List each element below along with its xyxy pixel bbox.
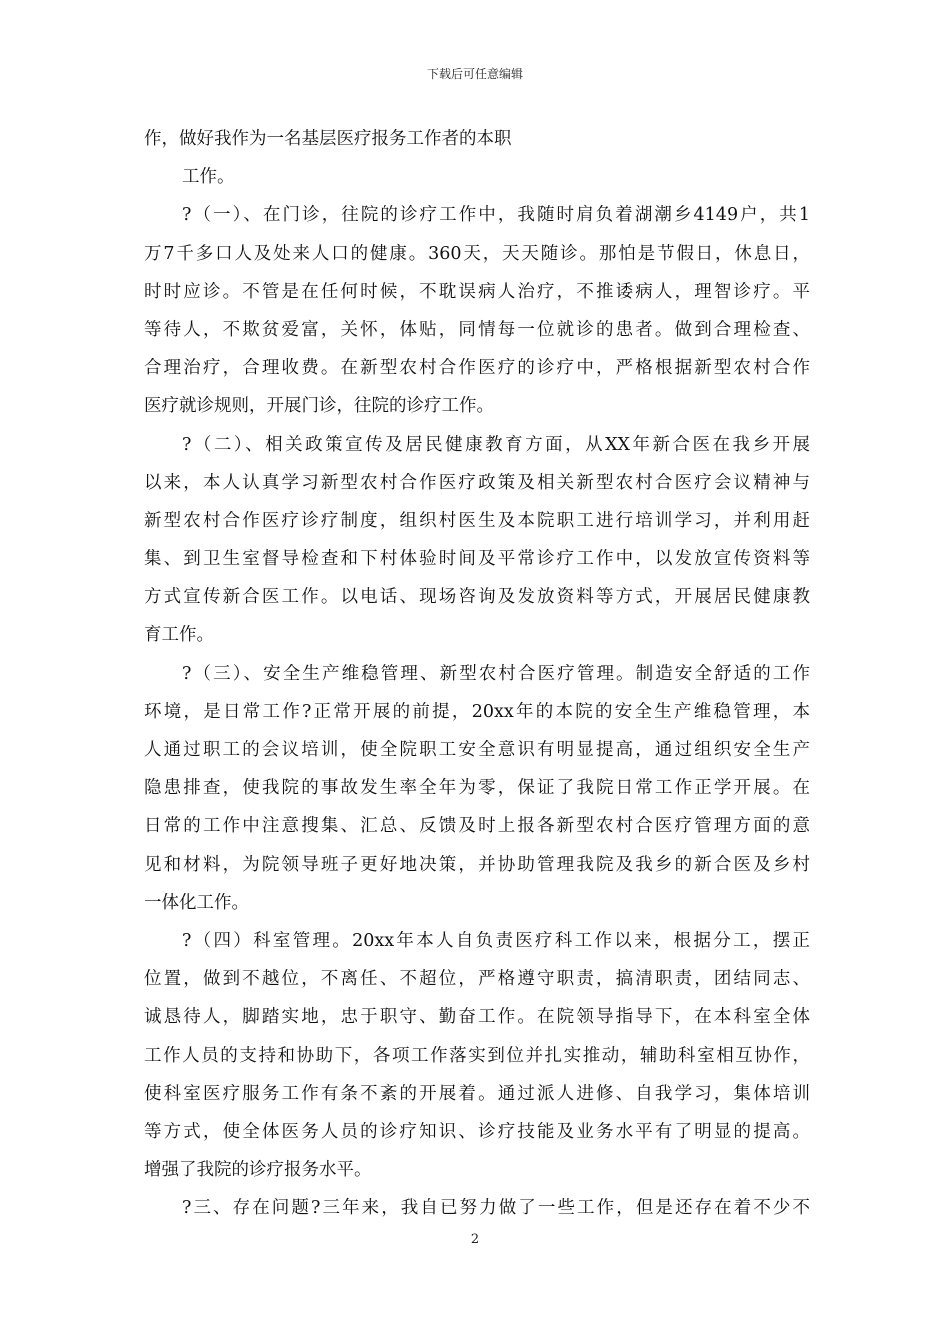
body-line: 方式宣传新合医工作。以电话、现场咨询及发放资料等方式，开展居民健康教: [144, 587, 810, 608]
paragraph-start-line: ?（一）、在门诊，往院的诊疗工作中，我随时肩负着湖潮乡4149户，共1: [182, 205, 810, 226]
paragraph-start-line: ?三、存在问题?三年来，我自已努力做了一些工作，但是还存在着不少不: [182, 1198, 810, 1219]
body-line: 日常的工作中注意搜集、汇总、反馈及时上报各新型农村合医疗管理方面的意: [144, 816, 810, 837]
body-line: 工作。: [182, 167, 235, 188]
body-line: 时时应诊。不管是在任何时候，不耽误病人治疗，不推诿病人，理智诊疗。平: [144, 281, 810, 302]
body-line: 作，做好我作为一名基层医疗报务工作者的本职: [144, 129, 512, 149]
body-line: 诚恳待人，脚踏实地，忠于职守、勤奋工作。在院领导指导下，在本科室全体: [144, 1007, 810, 1028]
page-header: 下载后可任意编辑: [426, 67, 523, 81]
body-line: 环境，是日常工作?正常开展的前提，20xx年的本院的安全生产维稳管理，本: [144, 701, 810, 722]
body-line: 增强了我院的诊疗报务水平。: [144, 1160, 372, 1181]
body-line: 集、到卫生室督导检查和下村体验时间及平常诊疗工作中，以发放宣传资料等: [144, 549, 810, 570]
paragraph-start-line: ?（三）、安全生产维稳管理、新型农村合医疗管理。制造安全舒适的工作: [182, 663, 810, 684]
body-line: 人通过职工的会议培训，使全院职工安全意识有明显提高，通过组织安全生产: [144, 740, 810, 760]
paragraph-start-line: ?（二）、相关政策宣传及居民健康教育方面，从XX年新合医在我乡开展: [182, 434, 810, 455]
body-line: 医疗就诊规则，开展门诊，往院的诊疗工作。: [144, 396, 494, 417]
body-line: 位置，做到不越位，不离任、不超位，严格遵守职责，搞清职责，团结同志、: [144, 969, 810, 990]
body-line: 工作人员的支持和协助下，各项工作落实到位并扎实推动，辅助科室相互协作，: [144, 1045, 810, 1066]
body-line: 新型农村合作医疗诊疗制度，组织村医生及本院职工进行培训学习，并利用赶: [144, 510, 810, 531]
body-line: 隐患排查，使我院的事故发生率全年为零，保证了我院日常工作正学开展。在: [144, 778, 810, 799]
document-body: [144, 120, 810, 1227]
body-line: 合理治疗，合理收费。在新型农村合作医疗的诊疗中，严格根据新型农村合作: [144, 358, 810, 379]
page-number: 2: [470, 1232, 480, 1247]
paragraph-start-line: ?（四）科室管理。20xx年本人自负责医疗科工作以来，根据分工，摆正: [182, 930, 810, 951]
body-line: 万7千多口人及处来人口的健康。360天，天天随诊。那怕是节假日，休息日，: [144, 243, 810, 264]
body-line: 育工作。: [144, 625, 214, 646]
body-line: 一体化工作。: [144, 892, 249, 913]
body-line: 等方式，使全体医务人员的诊疗知识、诊疗技能及业务水平有了明显的提高。: [144, 1121, 810, 1142]
body-line: 等待人，不欺贫爱富，关怀，体贴，同情每一位就诊的患者。做到合理检查、: [144, 319, 810, 340]
body-line: 以来，本人认真学习新型农村合作医疗政策及相关新型农村合医疗会议精神与: [144, 472, 810, 493]
body-line: 见和材料，为院领导班子更好地决策，并协助管理我院及我乡的新合医及乡村: [144, 854, 810, 875]
body-line: 使科室医疗服务工作有条不紊的开展着。通过派人进修、自我学习，集体培训: [144, 1083, 810, 1104]
